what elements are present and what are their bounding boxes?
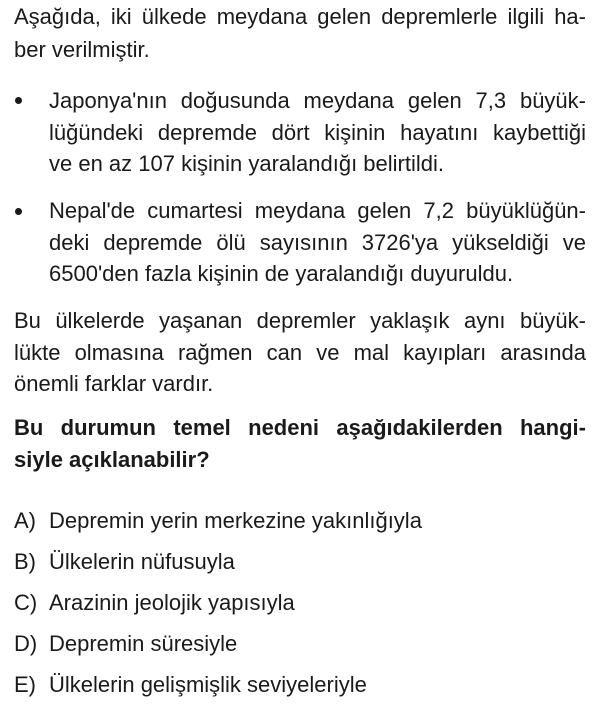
option-c-letter: C) [14,590,38,615]
option-d-letter: D) [14,631,38,656]
option-a-text: Depremin yerin merkezine yakınlığıyla [49,508,422,533]
statement-line-3: önemli farklar vardır. [14,371,214,396]
option-a-letter: A) [14,508,36,533]
question-line-1: Bu durumun temel nedeni aşağıdakilerden hangi- [14,415,586,440]
option-e-letter: E) [14,672,36,697]
bullet-1-line-3: ve en az 107 kişinin yaralandığı belirtildi. [49,151,445,176]
bullet-2-line-1: Nepal'de cumartesi meydana gelen 7,2 büyüklüğün- [49,198,586,223]
intro-line-1: Aşağıda, iki ülkede meydana gelen depremlerle ilgili ha- [14,4,586,29]
bullet-dot-1 [15,97,22,104]
question-line-2: siyle açıklanabilir? [14,447,210,472]
intro-line-2: ber verilmiştir. [14,37,150,62]
option-e-text: Ülkelerin gelişmişlik seviyeleriyle [49,672,367,697]
option-c-text: Arazinin jeolojik yapısıyla [49,590,295,615]
option-b-text: Ülkelerin nüfusuyla [49,549,235,574]
bullet-2-line-2: deki depremde ölü sayısının 3726'ya yükseldiği ve [49,230,586,255]
option-b-letter: B) [14,549,36,574]
bullet-dot-2 [15,208,22,215]
bullet-1-line-2: lüğündeki depremde dört kişinin hayatını kaybettiği [49,120,586,145]
bullet-1-line-1: Japonya'nın doğusunda meydana gelen 7,3 büyük- [49,88,586,113]
bullet-2-line-3: 6500'den fazla kişinin de yaralandığı duyuruldu. [49,261,514,286]
statement-line-1: Bu ülkelerde yaşanan depremler yaklaşık aynı büyük- [14,308,586,333]
statement-line-2: lükte olmasına rağmen can ve mal kayıpları arasında [14,340,586,365]
option-d-text: Depremin süresiyle [49,631,238,656]
